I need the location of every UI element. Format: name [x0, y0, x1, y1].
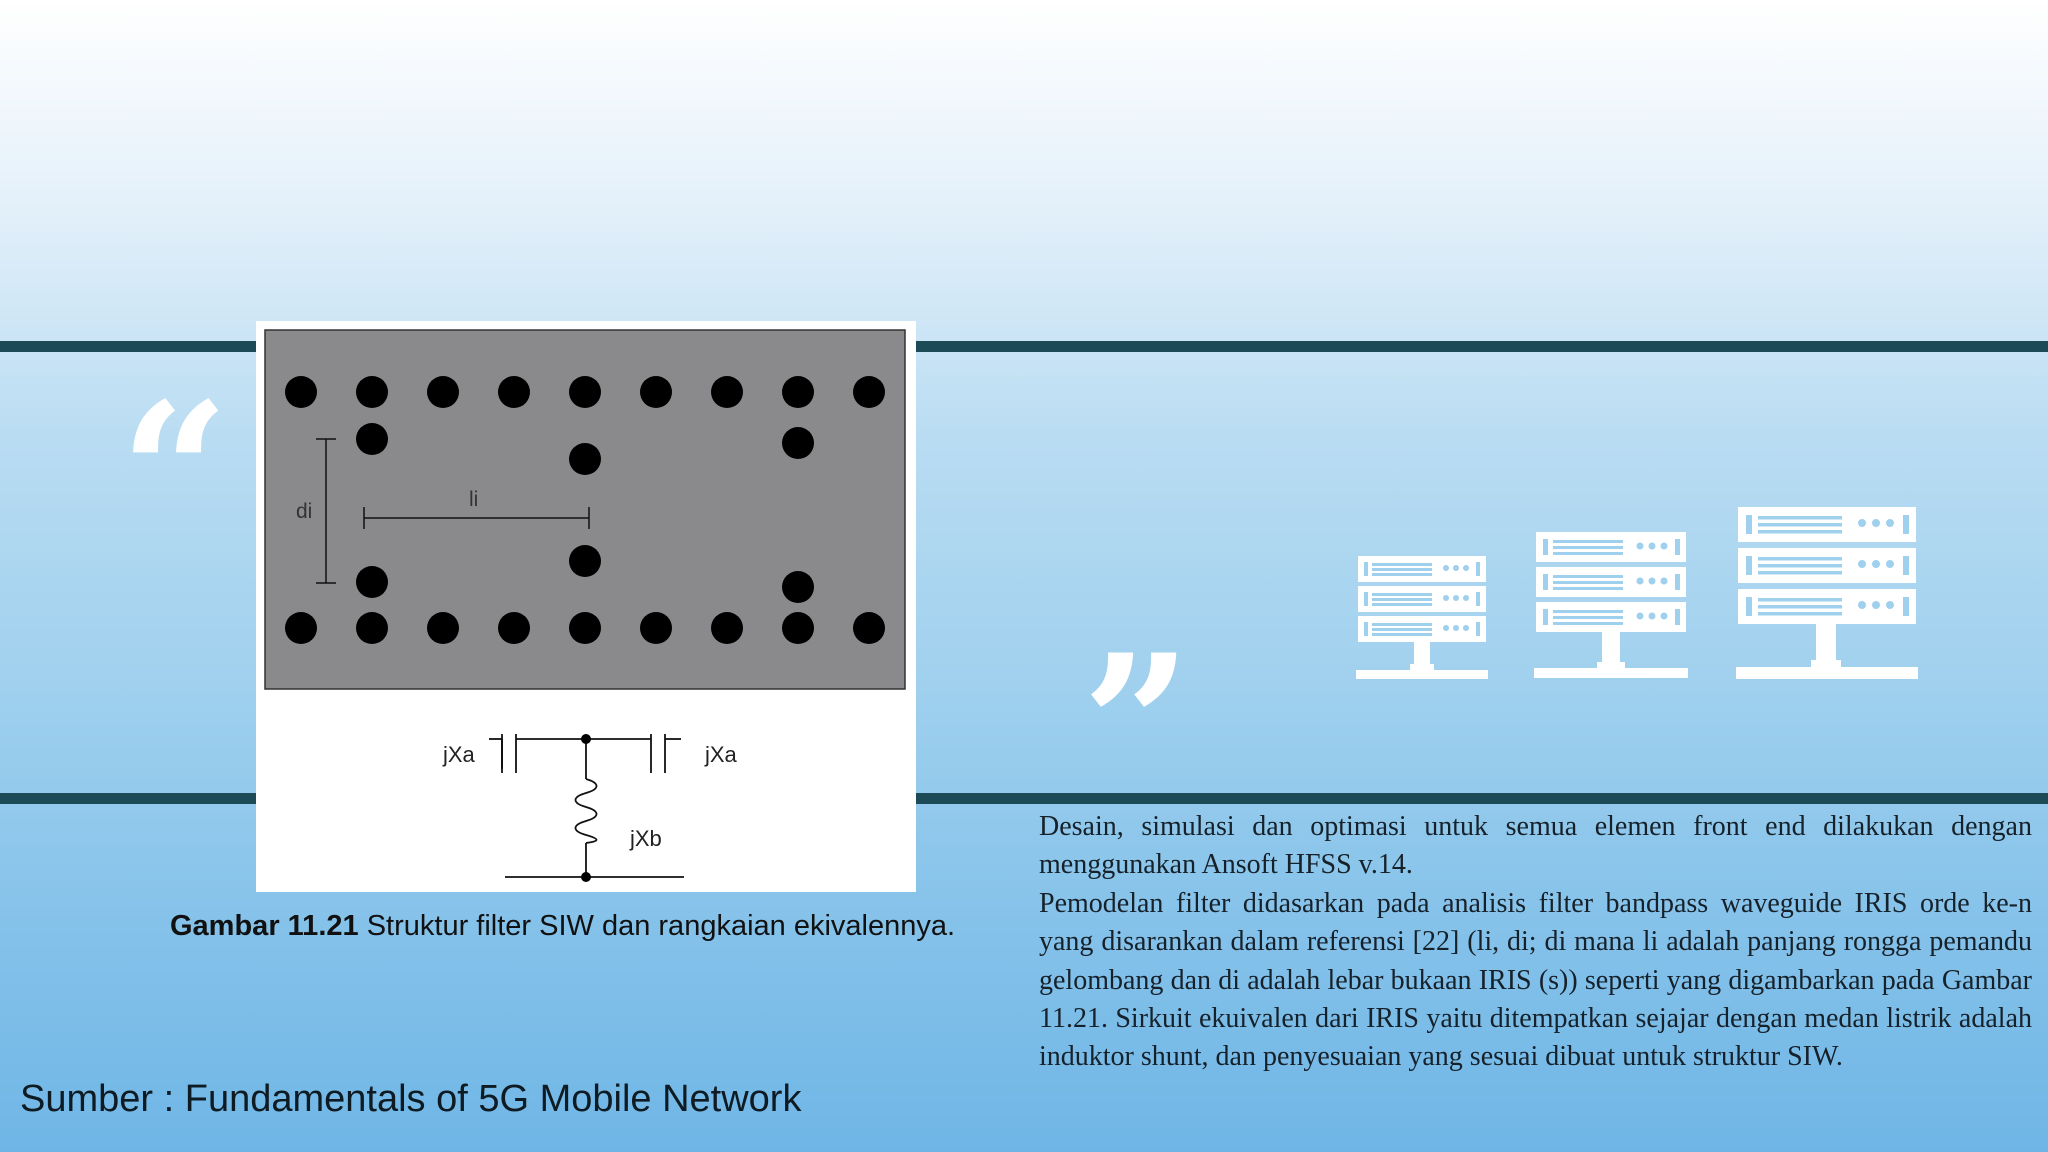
equivalent-circuit	[489, 734, 684, 877]
circuit-node-ground	[581, 872, 591, 882]
via-row-bottom	[285, 612, 885, 644]
jxb-label: jXb	[630, 826, 662, 851]
source-citation: Sumber : Fundamentals of 5G Mobile Network	[20, 1078, 802, 1120]
close-quote-mark: ”	[1082, 613, 1192, 836]
via-row-top	[285, 376, 885, 408]
caption-text: Struktur filter SIW dan rangkaian ekivalennya.	[366, 910, 956, 942]
di-label: di	[296, 500, 313, 523]
jxa-right-label: jXa	[705, 742, 737, 767]
body-paragraph-2: Pemodelan filter didasarkan pada analisis filter bandpass waveguide IRIS orde ke-n yang disarankan dalam referensi [22] (li, di; di mana li adalah panjang rongga pemandu gelombang dan di adalah lebar bukaan IRIS (s)) seperti yang digambarkan pada Gambar 11.21. Sirkuit ekuivalen dari IRIS yaitu ditempatkan sejajar dengan medan listrik adalah induktor shunt, dan penyesuaian yang sesuai dibuat untuk struktur SIW.	[1039, 887, 2032, 1073]
caption-number: Gambar 11.21	[170, 910, 359, 942]
body-text	[1039, 808, 2032, 1077]
server-racks-illustration	[1350, 500, 1920, 690]
figure-caption	[170, 910, 955, 943]
siw-filter-diagram	[256, 321, 916, 892]
li-label: li	[469, 488, 479, 511]
open-quote-mark: “	[120, 361, 230, 584]
body-paragraph-1: Desain, simulasi dan optimasi untuk semua elemen front end dilakukan dengan menggunakan Ansoft HFSS v.14.	[1039, 811, 2032, 881]
siw-filter-figure	[256, 321, 916, 892]
circuit-node-top	[581, 734, 591, 744]
jxa-left-label: jXa	[443, 742, 475, 767]
